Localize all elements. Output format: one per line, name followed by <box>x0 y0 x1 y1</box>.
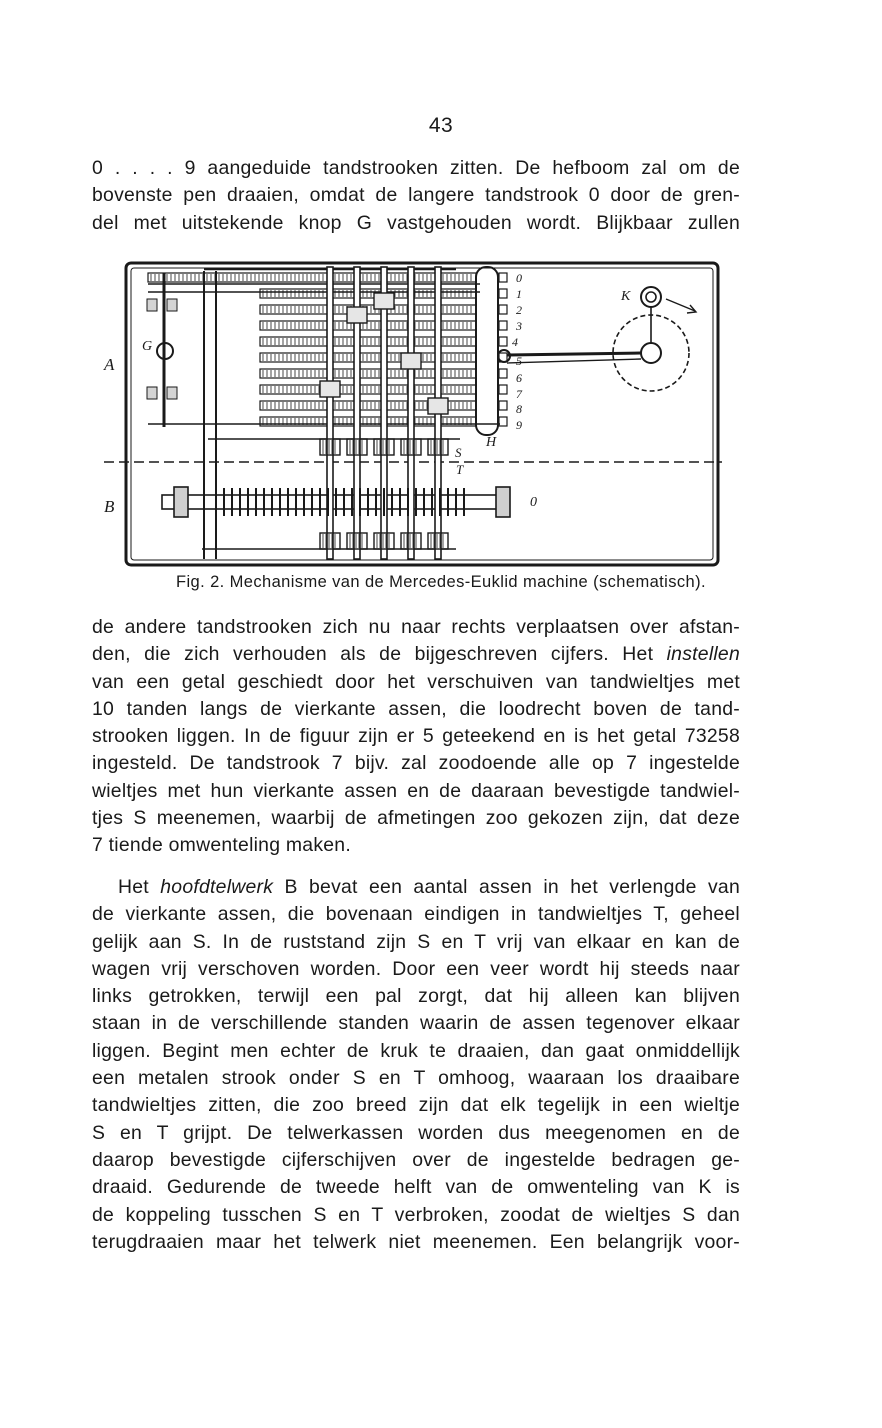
strip-end <box>499 369 507 378</box>
strip-end <box>499 385 507 394</box>
digit-label: 2 <box>516 303 522 317</box>
text-line: strooken liggen. In de figuur zijn er 5 geteekend en is het getal 73258 <box>92 725 740 748</box>
page-number: 43 <box>428 114 454 137</box>
setting-wheel <box>374 293 394 309</box>
setting-wheel <box>347 307 367 323</box>
text-line: 0 . . . . 9 aangeduide tandstrooken zitten. De hefboom zal om de <box>92 157 740 179</box>
figure-frame <box>126 263 718 565</box>
tooth-strip <box>260 289 476 298</box>
text-line: Het hoofdtelwerk B bevat een aantal assen in het verlengde van <box>118 876 740 898</box>
label-zero: 0 <box>530 495 537 510</box>
label-s: S <box>455 445 462 460</box>
text-line: tjes S meenemen, waarbij de afmetingen zoo gekozen zijn, dat deze <box>92 807 740 830</box>
text-line: terugdraaien maar het telwerk niet meenemen. Een belangrijk voor- <box>92 1230 740 1253</box>
strip-end <box>499 273 507 282</box>
text-line: liggen. Begint men echter de kruk te draaien, dan gaat onmiddellijk <box>92 1039 740 1062</box>
digit-label: 7 <box>516 387 522 401</box>
emphasis: hoofdtelwerk <box>160 876 274 898</box>
label-g: G <box>142 339 153 354</box>
digit-label: 0 <box>516 271 522 285</box>
bracket-block <box>167 299 177 311</box>
counter-teeth <box>147 293 464 549</box>
text-line: staan in de verschillende standen waarin de assen tegenover elkaar <box>92 1012 740 1035</box>
setting-wheel <box>428 398 448 414</box>
digit-label: 3 <box>516 319 522 333</box>
tooth-strip <box>260 385 476 394</box>
text-line: gelijk aan S. In de ruststand zijn S en T vrij van elkaar en kan de <box>92 930 740 953</box>
strip-end <box>499 337 507 346</box>
mechanism-diagram <box>100 259 724 571</box>
label-h: H <box>486 435 497 450</box>
setting-wheel <box>320 381 340 397</box>
tooth-strip <box>260 321 476 330</box>
text-line: van een getal geschiedt door het verschuiven van tandwieltjes met <box>92 670 740 693</box>
digit-label: 8 <box>516 402 522 416</box>
digit-label: 6 <box>516 371 522 385</box>
paragraph-instellen <box>92 614 740 860</box>
text-line: daarop bevestigde cijferschijven over de ingestelde bedragen ge- <box>92 1148 740 1171</box>
label-k: K <box>621 289 631 304</box>
label-b: B <box>104 497 115 516</box>
strip-end <box>499 305 507 314</box>
bracket-block <box>147 387 157 399</box>
digit-label: 4 <box>512 335 518 349</box>
text-line: den, die zich verhouden als de bijgeschreven cijfers. Het instellen <box>92 643 741 666</box>
digit-label: 1 <box>516 287 522 301</box>
text-line: een metalen strook onder S en T omhoog, waaraan los draaibare <box>92 1067 740 1090</box>
setting-wheel <box>401 353 421 369</box>
strip-end <box>499 401 507 410</box>
text-line: draaid. Gedurende de tweede helft van de omwenteling van K is <box>92 1176 740 1199</box>
mechanism-figure <box>100 259 724 571</box>
text-line: 10 tanden langs de vierkante assen, die loodrecht boven de tand- <box>92 697 740 720</box>
text-line: de koppeling tusschen S en T verbroken, zoodat de wieltjes S dan <box>92 1203 740 1226</box>
bracket-block <box>167 387 177 399</box>
strip-end <box>499 417 507 426</box>
tooth-strip <box>260 369 476 378</box>
text-line: tandwieltjes zitten, die zoo breed zijn dat elk tegelijk in een wieltje <box>92 1094 740 1117</box>
paragraph-hoofdtelwerk <box>92 874 740 1256</box>
label-a: A <box>104 355 115 374</box>
text-line: links getrokken, terwijl een pal zorgt, dat hij alleen kan blijven <box>92 985 740 1008</box>
text-line: de vierkante assen, die bovenaan eindigen in tandwieltjes T, geheel <box>92 903 740 926</box>
strip-end <box>499 321 507 330</box>
emphasis: instellen <box>666 643 741 666</box>
tooth-strip <box>260 305 476 314</box>
text-line: S en T grijpt. De telwerkassen worden dus meegenomen en de <box>92 1121 740 1144</box>
text-line: de andere tandstrooken zich nu naar rechts verplaatsen over afstan- <box>92 616 740 638</box>
text-line: 7 tiende omwenteling maken. <box>92 834 351 857</box>
tooth-strip <box>260 353 476 362</box>
top-paragraph <box>92 155 740 237</box>
digit-label: 5 <box>516 354 522 368</box>
strip-end <box>499 289 507 298</box>
text-line: wieltjes met hun vierkante assen en de daaraan bevestigde tandwiel- <box>92 779 740 802</box>
text-line: del met uitstekende knop G vastgehouden wordt. Blijkbaar zullen <box>92 211 740 234</box>
digit-label: 9 <box>516 418 522 432</box>
label-t: T <box>456 462 464 477</box>
figure-caption: Fig. 2. Mechanisme van de Mercedes-Euklid machine (schematisch). <box>176 573 706 591</box>
bracket-block <box>147 299 157 311</box>
tooth-strip <box>260 337 476 346</box>
text-line: ingesteld. De tandstrook 7 bijv. zal zoodoende alle op 7 ingestelde <box>92 752 740 775</box>
text-line: wagen vrij verschoven worden. Door een veer wordt hij steeds naar <box>92 957 740 980</box>
text-line: bovenste pen draaien, omdat de langere tandstrook 0 door de gren- <box>92 184 740 207</box>
